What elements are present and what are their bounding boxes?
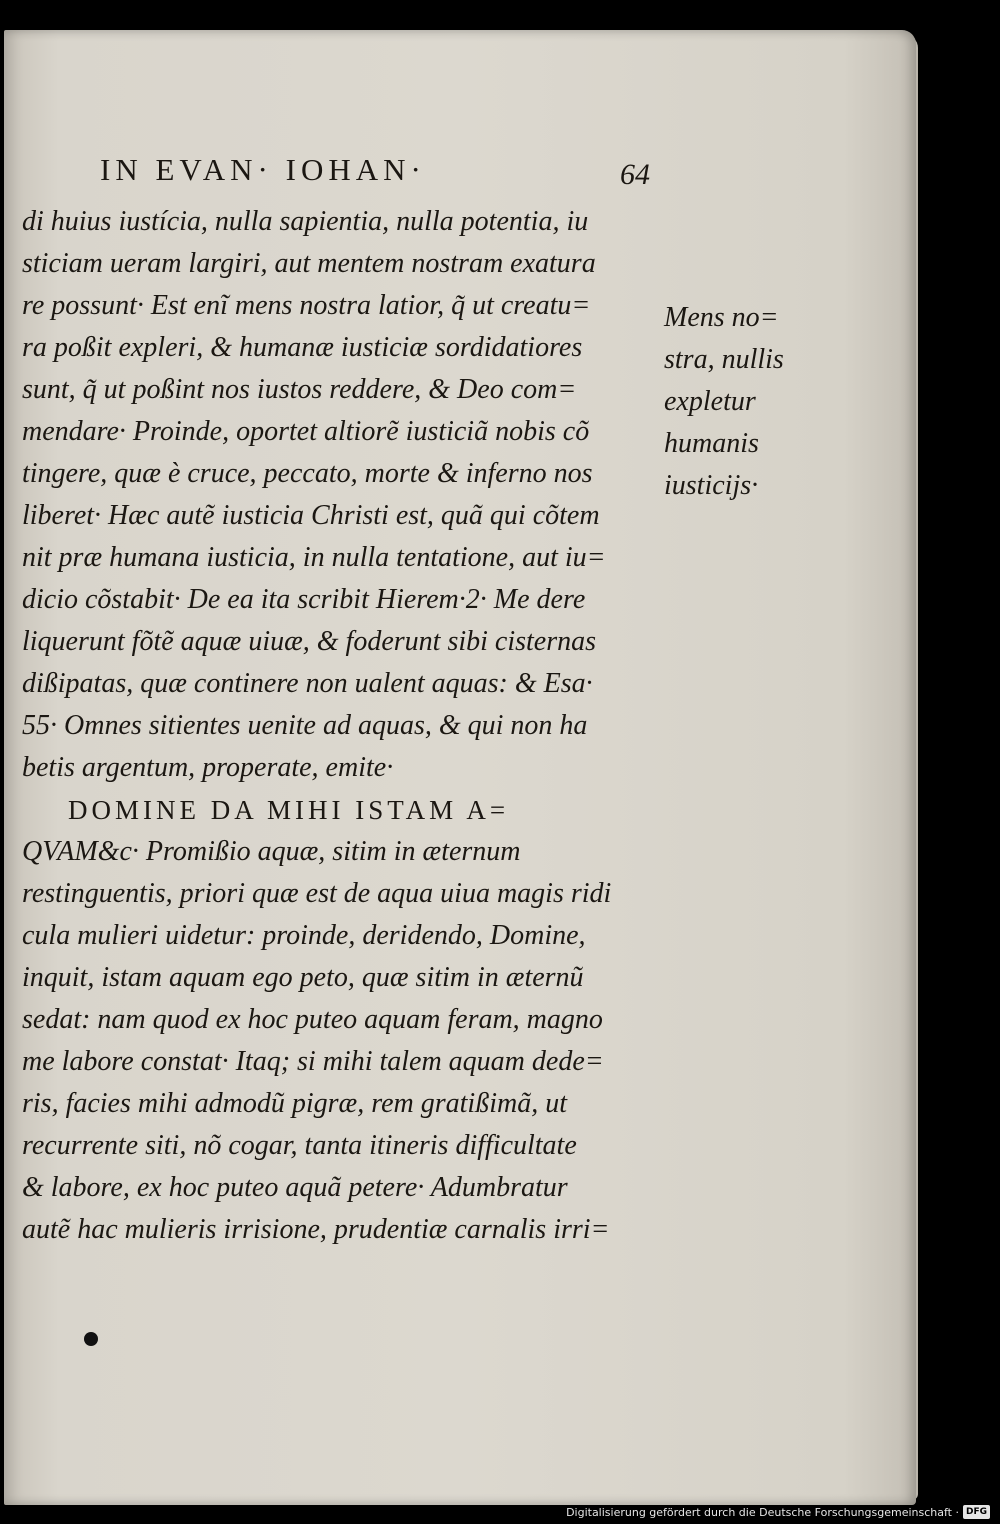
text-line: cula mulieri uidetur: proinde, deridendo, Domine, (22, 920, 586, 951)
page-number: 64 (620, 158, 650, 191)
text-line: me labore constat· Itaq; si mihi talem aquam dede= (22, 1046, 604, 1077)
margin-note-line: expletur (664, 386, 756, 417)
text-line: 55· Omnes sitientes uenite ad aquas, & qui non ha (22, 710, 588, 741)
margin-note-line: Mens no= (664, 302, 779, 333)
main-text-block (22, 202, 662, 1252)
text-line: ra poßit expleri, & humanæ iusticiæ sordidatiores (22, 332, 583, 363)
text-line: autẽ hac mulieris irrisione, prudentiæ carnalis irri= (22, 1214, 610, 1245)
text-line: betis argentum, properate, emite· (22, 752, 394, 783)
digitization-credit (566, 1502, 990, 1522)
ink-dot (84, 1332, 98, 1346)
text-line: liberet· Hæc autẽ iusticia Christi est, quã qui cõtem (22, 500, 600, 531)
margin-note-line: humanis (664, 428, 759, 459)
text-line: sunt, q̃ ut poßint nos iustos reddere, & Deo com= (22, 374, 577, 405)
page-header (100, 152, 660, 196)
text-line: dicio cõstabit· De ea ita scribit Hierem·2· Me dere (22, 584, 586, 615)
text-line: tingere, quæ è cruce, peccato, morte & inferno nos (22, 458, 593, 489)
text-line: re possunt· Est enĩ mens nostra latior, q̃ ut creatu= (22, 290, 591, 321)
section-heading-line: DOMINE DA MIHI ISTAM A= (68, 795, 510, 825)
marginal-note (664, 298, 804, 501)
text-line: mendare· Proinde, oportet altiorẽ iusticiã nobis cõ (22, 416, 590, 447)
margin-note-line: stra, nullis (664, 344, 784, 375)
text-line: QVAM&c· Promißio aquæ, sitim in æternum (22, 836, 521, 867)
text-line: recurrente siti, nõ cogar, tanta itineris difficultate (22, 1130, 577, 1161)
text-line: di huius iustícia, nulla sapientia, nulla potentia, iu (22, 206, 589, 237)
text-line: inquit, istam aquam ego peto, quæ sitim in æternũ (22, 962, 584, 993)
text-line: sticiam ueram largiri, aut mentem nostram exatura (22, 248, 596, 279)
text-line: restinguentis, priori quæ est de aqua uiua magis ridi (22, 878, 612, 909)
text-line: & labore, ex hoc puteo aquã petere· Adumbratur (22, 1172, 568, 1203)
dfg-logo: DFG (963, 1505, 990, 1519)
text-line: ris, facies mihi admodũ pigræ, rem gratißimã, ut (22, 1088, 567, 1119)
text-line: liquerunt fõtẽ aquæ uiuæ, & foderunt sibi cisternas (22, 626, 596, 657)
book-page (4, 30, 916, 1505)
text-line: dißipatas, quæ continere non ualent aquas: & Esa· (22, 668, 593, 699)
margin-note-line: iusticijs· (664, 470, 759, 501)
text-line: nit præ humana iusticia, in nulla tentatione, aut iu= (22, 542, 606, 573)
credit-text: Digitalisierung gefördert durch die Deutsche Forschungsgemeinschaft · (566, 1505, 959, 1519)
running-head: IN EVAN· IOHAN· (100, 152, 426, 187)
text-line: sedat: nam quod ex hoc puteo aquam feram, magno (22, 1004, 603, 1035)
